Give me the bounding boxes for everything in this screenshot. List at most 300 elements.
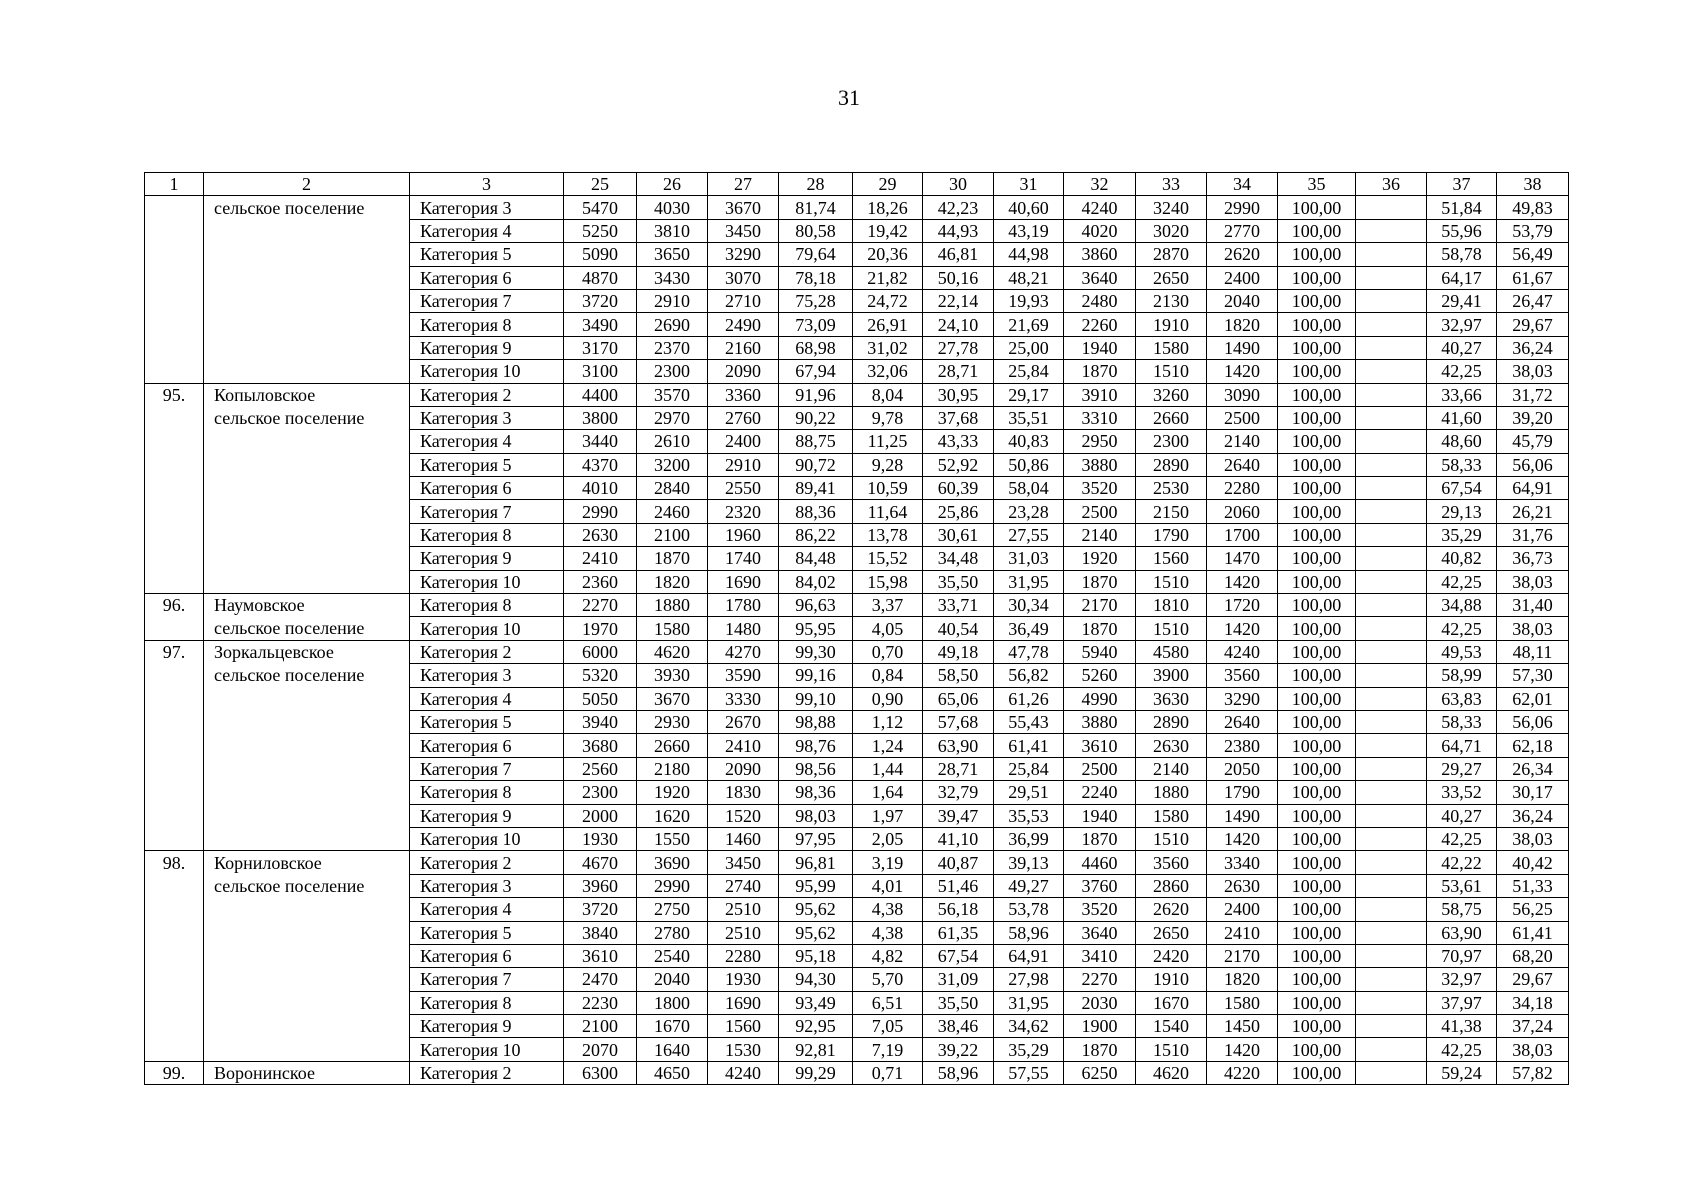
category-cell: Категория 4 [410,430,564,453]
value-cell: 92,81 [779,1038,853,1061]
value-cell: 2040 [637,968,708,991]
value-cell: 34,48 [923,547,994,570]
value-cell: 4620 [637,640,708,663]
settlement-name-cell [204,1015,410,1038]
category-cell: Категория 4 [410,898,564,921]
value-cell: 2130 [1136,289,1207,312]
column-header: 26 [637,173,708,196]
value-cell: 3910 [1064,383,1136,406]
value-cell: 63,83 [1427,687,1497,710]
value-cell: 100,00 [1278,617,1356,640]
value-cell: 1420 [1207,1038,1278,1061]
value-cell: 40,87 [923,851,994,874]
value-cell: 43,33 [923,430,994,453]
value-cell: 98,88 [779,710,853,733]
value-cell: 57,55 [994,1061,1064,1084]
value-cell: 4,01 [853,874,923,897]
value-cell: 0,90 [853,687,923,710]
value-cell: 29,67 [1497,313,1569,336]
value-cell: 1910 [1136,313,1207,336]
value-cell: 2620 [1136,898,1207,921]
value-cell: 4220 [1207,1061,1278,1084]
value-cell [1356,921,1427,944]
value-cell: 1780 [708,594,779,617]
settlement-name-cell: Копыловское [204,383,410,406]
value-cell: 100,00 [1278,640,1356,663]
value-cell: 78,18 [779,266,853,289]
value-cell: 43,19 [994,219,1064,242]
value-cell: 3570 [637,383,708,406]
value-cell: 3640 [1064,921,1136,944]
value-cell: 61,67 [1497,266,1569,289]
value-cell: 68,20 [1497,944,1569,967]
row-number-cell [145,406,204,429]
value-cell: 96,81 [779,851,853,874]
settlement-name-cell [204,991,410,1014]
row-number-cell: 98. [145,851,204,874]
category-cell: Категория 6 [410,477,564,500]
value-cell: 25,84 [994,757,1064,780]
value-cell: 9,28 [853,453,923,476]
value-cell: 35,53 [994,804,1064,827]
value-cell: 2280 [1207,477,1278,500]
value-cell: 2540 [637,944,708,967]
value-cell: 34,18 [1497,991,1569,1014]
value-cell: 1670 [1136,991,1207,1014]
value-cell: 95,62 [779,921,853,944]
value-cell: 1420 [1207,617,1278,640]
settlement-name-cell [204,898,410,921]
value-cell: 3670 [637,687,708,710]
value-cell: 13,78 [853,523,923,546]
value-cell: 3560 [1207,664,1278,687]
value-cell: 3960 [564,874,637,897]
value-cell [1356,898,1427,921]
value-cell [1356,594,1427,617]
value-cell: 1,12 [853,710,923,733]
value-cell: 3450 [708,851,779,874]
value-cell: 6000 [564,640,637,663]
table-row [145,1061,1569,1084]
value-cell: 27,78 [923,336,994,359]
value-cell: 2410 [564,547,637,570]
table-row [145,547,1569,570]
row-number-cell: 95. [145,383,204,406]
value-cell: 2270 [1064,968,1136,991]
value-cell: 4580 [1136,640,1207,663]
value-cell: 2160 [708,336,779,359]
value-cell: 25,84 [994,360,1064,383]
table-row [145,968,1569,991]
category-cell: Категория 8 [410,523,564,546]
table-row [145,289,1569,312]
value-cell: 2780 [637,921,708,944]
value-cell: 51,46 [923,874,994,897]
value-cell: 100,00 [1278,430,1356,453]
value-cell: 3090 [1207,383,1278,406]
value-cell: 26,47 [1497,289,1569,312]
value-cell: 7,19 [853,1038,923,1061]
category-cell: Категория 8 [410,594,564,617]
value-cell: 35,50 [923,570,994,593]
value-cell: 4030 [637,196,708,219]
value-cell: 1530 [708,1038,779,1061]
value-cell: 60,39 [923,477,994,500]
value-cell: 41,38 [1427,1015,1497,1038]
value-cell: 27,98 [994,968,1064,991]
value-cell: 42,25 [1427,1038,1497,1061]
value-cell: 10,59 [853,477,923,500]
table-row [145,360,1569,383]
value-cell: 4670 [564,851,637,874]
settlement-name-cell [204,570,410,593]
table-row [145,453,1569,476]
value-cell: 2030 [1064,991,1136,1014]
value-cell: 100,00 [1278,851,1356,874]
column-header: 27 [708,173,779,196]
category-cell: Категория 9 [410,547,564,570]
value-cell: 3640 [1064,266,1136,289]
value-cell: 3020 [1136,219,1207,242]
table-row [145,617,1569,640]
table-row [145,477,1569,500]
value-cell: 15,52 [853,547,923,570]
header-row [145,173,1569,196]
value-cell: 2910 [637,289,708,312]
value-cell: 1580 [1136,336,1207,359]
value-cell: 100,00 [1278,547,1356,570]
value-cell [1356,664,1427,687]
row-number-cell [145,617,204,640]
value-cell: 35,50 [923,991,994,1014]
value-cell: 2860 [1136,874,1207,897]
value-cell: 100,00 [1278,944,1356,967]
value-cell: 2740 [708,874,779,897]
value-cell: 5250 [564,219,637,242]
row-number-cell [145,921,204,944]
value-cell: 2690 [637,313,708,336]
value-cell [1356,243,1427,266]
value-cell: 1550 [637,827,708,850]
value-cell: 3930 [637,664,708,687]
value-cell: 1420 [1207,570,1278,593]
category-cell: Категория 10 [410,827,564,850]
value-cell: 36,49 [994,617,1064,640]
value-cell: 2280 [708,944,779,967]
value-cell: 31,03 [994,547,1064,570]
value-cell: 99,10 [779,687,853,710]
value-cell: 2100 [564,1015,637,1038]
settlement-name-cell [204,781,410,804]
value-cell: 3410 [1064,944,1136,967]
table-row [145,313,1569,336]
value-cell: 30,17 [1497,781,1569,804]
settlement-name-cell [204,827,410,850]
row-number-cell [145,336,204,359]
settlement-name-cell [204,968,410,991]
row-number-cell [145,219,204,242]
value-cell: 6250 [1064,1061,1136,1084]
value-cell: 1970 [564,617,637,640]
value-cell: 64,71 [1427,734,1497,757]
value-cell: 32,06 [853,360,923,383]
category-cell: Категория 6 [410,734,564,757]
row-number-cell [145,827,204,850]
value-cell: 2890 [1136,710,1207,733]
value-cell: 2630 [564,523,637,546]
value-cell: 1810 [1136,594,1207,617]
value-cell: 56,49 [1497,243,1569,266]
value-cell: 81,74 [779,196,853,219]
settlement-name-cell [204,500,410,523]
column-header: 31 [994,173,1064,196]
value-cell: 100,00 [1278,921,1356,944]
value-cell: 2240 [1064,781,1136,804]
value-cell: 100,00 [1278,898,1356,921]
value-cell: 1420 [1207,360,1278,383]
value-cell: 2950 [1064,430,1136,453]
value-cell: 3450 [708,219,779,242]
value-cell: 62,18 [1497,734,1569,757]
table-row [145,921,1569,944]
column-header: 35 [1278,173,1356,196]
value-cell: 4460 [1064,851,1136,874]
settlement-name-cell [204,547,410,570]
row-number-cell [145,687,204,710]
value-cell: 98,36 [779,781,853,804]
value-cell [1356,266,1427,289]
value-cell: 2990 [637,874,708,897]
settlement-name-cell [204,804,410,827]
value-cell: 40,60 [994,196,1064,219]
value-cell: 1580 [1207,991,1278,1014]
value-cell [1356,710,1427,733]
value-cell: 2,05 [853,827,923,850]
value-cell: 39,13 [994,851,1064,874]
value-cell: 84,48 [779,547,853,570]
value-cell: 2660 [637,734,708,757]
value-cell: 4,05 [853,617,923,640]
category-cell: Категория 6 [410,266,564,289]
value-cell: 56,25 [1497,898,1569,921]
row-number-cell [145,196,204,219]
value-cell: 4400 [564,383,637,406]
value-cell: 3680 [564,734,637,757]
category-cell: Категория 10 [410,570,564,593]
value-cell: 75,28 [779,289,853,312]
value-cell: 2400 [1207,898,1278,921]
settlement-name-cell [204,360,410,383]
value-cell: 38,03 [1497,360,1569,383]
value-cell: 2970 [637,406,708,429]
category-cell: Категория 8 [410,313,564,336]
data-table [144,172,1569,1085]
value-cell: 3360 [708,383,779,406]
value-cell [1356,851,1427,874]
settlement-name-cell: сельское поселение [204,664,410,687]
value-cell: 1820 [1207,313,1278,336]
category-cell: Категория 3 [410,664,564,687]
value-cell: 4990 [1064,687,1136,710]
value-cell: 1620 [637,804,708,827]
value-cell: 1490 [1207,336,1278,359]
table-row [145,640,1569,663]
category-cell: Категория 4 [410,687,564,710]
settlement-name-cell [204,477,410,500]
value-cell: 39,20 [1497,406,1569,429]
value-cell: 3240 [1136,196,1207,219]
value-cell: 1690 [708,570,779,593]
value-cell: 2550 [708,477,779,500]
value-cell: 0,70 [853,640,923,663]
value-cell: 31,02 [853,336,923,359]
value-cell: 2370 [637,336,708,359]
value-cell: 50,86 [994,453,1064,476]
value-cell: 49,18 [923,640,994,663]
value-cell: 98,76 [779,734,853,757]
value-cell: 29,17 [994,383,1064,406]
row-number-cell [145,898,204,921]
value-cell: 2990 [1207,196,1278,219]
value-cell: 2170 [1207,944,1278,967]
value-cell: 29,51 [994,781,1064,804]
value-cell: 100,00 [1278,360,1356,383]
value-cell: 37,24 [1497,1015,1569,1038]
settlement-name-cell [204,453,410,476]
page-number: 31 [838,85,860,110]
value-cell: 38,03 [1497,1038,1569,1061]
value-cell: 4020 [1064,219,1136,242]
table-row [145,757,1569,780]
category-cell: Категория 3 [410,406,564,429]
value-cell: 2410 [708,734,779,757]
value-cell [1356,547,1427,570]
value-cell: 20,36 [853,243,923,266]
value-cell [1356,874,1427,897]
value-cell: 1,44 [853,757,923,780]
value-cell: 2170 [1064,594,1136,617]
value-cell: 11,64 [853,500,923,523]
value-cell: 100,00 [1278,687,1356,710]
value-cell: 15,98 [853,570,923,593]
row-number-cell [145,781,204,804]
value-cell: 1700 [1207,523,1278,546]
value-cell: 100,00 [1278,336,1356,359]
value-cell: 1580 [1136,804,1207,827]
value-cell: 94,30 [779,968,853,991]
value-cell: 61,41 [1497,921,1569,944]
value-cell: 2380 [1207,734,1278,757]
value-cell: 33,66 [1427,383,1497,406]
table-row [145,243,1569,266]
value-cell: 79,64 [779,243,853,266]
value-cell: 1800 [637,991,708,1014]
value-cell: 100,00 [1278,406,1356,429]
value-cell: 1670 [637,1015,708,1038]
row-number-cell [145,1015,204,1038]
table-row [145,523,1569,546]
value-cell: 68,98 [779,336,853,359]
value-cell: 40,27 [1427,336,1497,359]
row-number-cell [145,710,204,733]
category-cell: Категория 3 [410,874,564,897]
value-cell: 63,90 [1427,921,1497,944]
value-cell: 1900 [1064,1015,1136,1038]
value-cell: 4870 [564,266,637,289]
value-cell: 34,88 [1427,594,1497,617]
value-cell: 32,79 [923,781,994,804]
value-cell: 35,51 [994,406,1064,429]
category-cell: Категория 7 [410,968,564,991]
row-number-cell [145,804,204,827]
value-cell: 2060 [1207,500,1278,523]
value-cell: 25,86 [923,500,994,523]
category-cell: Категория 4 [410,219,564,242]
row-number-cell [145,360,204,383]
column-header: 2 [204,173,410,196]
category-cell: Категория 7 [410,757,564,780]
value-cell: 100,00 [1278,1038,1356,1061]
column-header: 25 [564,173,637,196]
value-cell: 30,95 [923,383,994,406]
value-cell: 2300 [1136,430,1207,453]
value-cell: 21,69 [994,313,1064,336]
value-cell: 39,47 [923,804,994,827]
value-cell: 3290 [1207,687,1278,710]
value-cell [1356,1061,1427,1084]
value-cell: 3290 [708,243,779,266]
value-cell: 5,70 [853,968,923,991]
category-cell: Категория 3 [410,196,564,219]
value-cell: 42,25 [1427,570,1497,593]
value-cell: 67,94 [779,360,853,383]
table-row [145,687,1569,710]
value-cell: 2500 [1207,406,1278,429]
value-cell: 3070 [708,266,779,289]
settlement-name-cell: сельское поселение [204,406,410,429]
value-cell: 48,21 [994,266,1064,289]
value-cell: 2490 [708,313,779,336]
value-cell: 1560 [1136,547,1207,570]
value-cell: 5090 [564,243,637,266]
row-number-cell [145,664,204,687]
row-number-cell: 99. [145,1061,204,1084]
category-cell: Категория 8 [410,991,564,1014]
value-cell: 3170 [564,336,637,359]
row-number-cell [145,477,204,500]
value-cell: 2990 [564,500,637,523]
value-cell [1356,313,1427,336]
category-cell: Категория 7 [410,500,564,523]
table-row [145,734,1569,757]
value-cell: 2050 [1207,757,1278,780]
value-cell: 2400 [1207,266,1278,289]
category-cell: Категория 6 [410,944,564,967]
value-cell: 6300 [564,1061,637,1084]
value-cell: 56,06 [1497,453,1569,476]
value-cell [1356,500,1427,523]
row-number-cell [145,453,204,476]
settlement-name-cell [204,710,410,733]
value-cell: 1880 [637,594,708,617]
row-number-cell [145,430,204,453]
value-cell: 100,00 [1278,313,1356,336]
value-cell: 51,84 [1427,196,1497,219]
value-cell: 90,22 [779,406,853,429]
category-cell: Категория 5 [410,453,564,476]
value-cell: 100,00 [1278,266,1356,289]
value-cell: 58,75 [1427,898,1497,921]
